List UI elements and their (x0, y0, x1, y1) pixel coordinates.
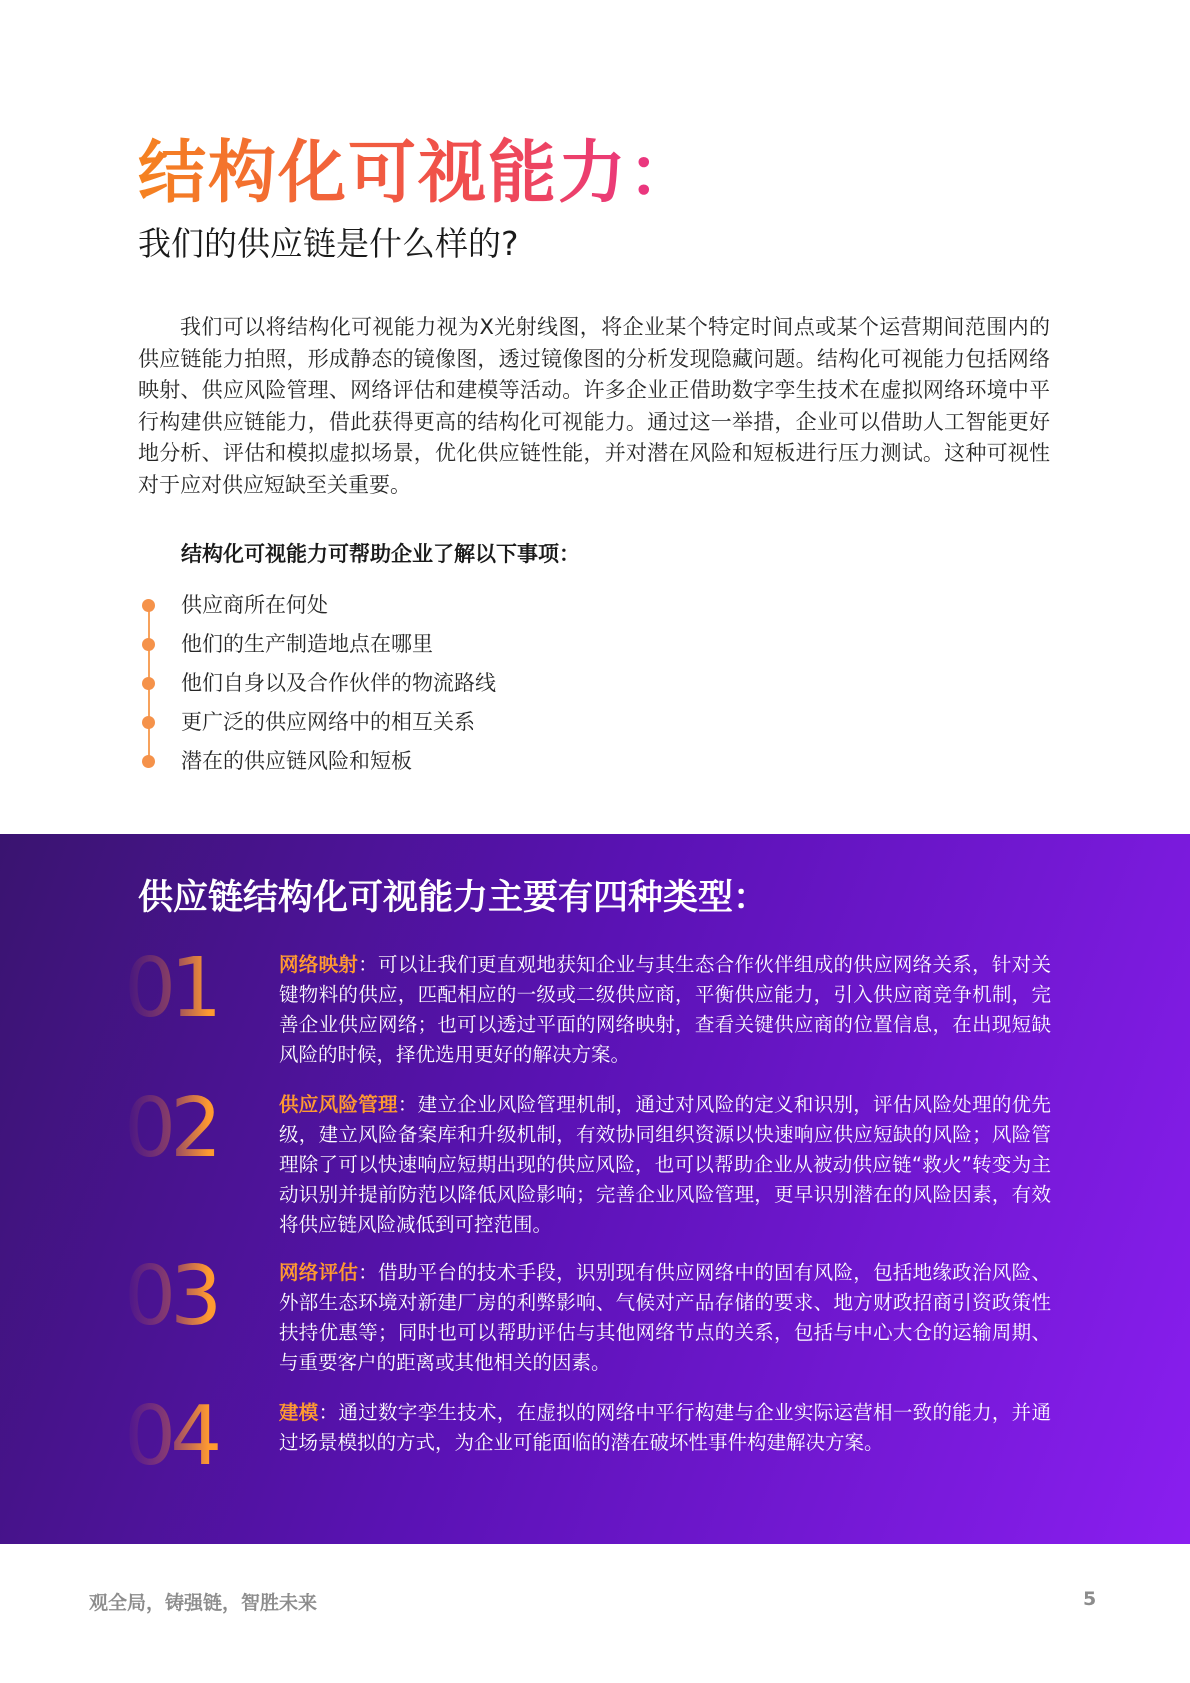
type-body: ：借助平台的技术手段，识别现有供应网络中的固有风险，包括地缘政治风险、外部生态环境对新建厂房的利弊影响、气候对产品存储的要求、地方财政招商引资政策性扶持优惠等；同时也可以帮助评估与其他网络节点的关系，包括与中心大仓的运输周期、与重要客户的距离或其他相关的因素。 (279, 1261, 1051, 1374)
type-keyword: 网络映射 (279, 953, 359, 976)
type-number: 03 (124, 1252, 254, 1342)
list-item (138, 590, 738, 629)
list-item-label: 潜在的供应链风险和短板 (181, 749, 412, 773)
bullet-dot-icon (142, 677, 155, 690)
list-item (138, 746, 738, 785)
bullet-dot-icon (142, 638, 155, 651)
type-description (279, 1258, 1051, 1378)
type-body: ：可以让我们更直观地获知企业与其生态合作伙伴组成的供应网络关系，针对关键物料的供应，匹配相应的一级或二级供应商，平衡供应能力，引入供应商竞争机制，完善企业供应网络；也可以透过平面的网络映射，查看关键供应商的位置信息，在出现短缺风险的时候，择优选用更好的解决方案。 (279, 953, 1051, 1066)
list-item-label: 他们的生产制造地点在哪里 (181, 632, 433, 656)
type-keyword: 建模 (279, 1401, 319, 1424)
type-number: 01 (124, 944, 254, 1034)
bullet-dot-icon (142, 599, 155, 612)
types-panel (0, 834, 1190, 1544)
page-number: 5 (1083, 1588, 1097, 1610)
footer-tagline: 观全局，铸强链，智胜未来 (89, 1592, 318, 1614)
type-number: 04 (124, 1392, 254, 1482)
type-number: 02 (124, 1084, 254, 1174)
list-item (138, 668, 738, 707)
list-item-label: 更广泛的供应网络中的相互关系 (181, 710, 475, 734)
type-body: ：通过数字孪生技术，在虚拟的网络中平行构建与企业实际运营相一致的能力，并通过场景模拟的方式，为企业可能面临的潜在破坏性事件构建解决方案。 (279, 1401, 1051, 1454)
type-description (279, 1090, 1051, 1240)
intro-paragraph: 我们可以将结构化可视能力视为X光射线图，将企业某个特定时间点或某个运营期间范围内的供应链能力拍照，形成静态的镜像图，透过镜像图的分析发现隐藏问题。结构化可视能力包括网络映射、供应风险管理、网络评估和建模等活动。许多企业正借助数字孪生技术在虚拟网络环境中平行构建供应链能力，借此获得更高的结构化可视能力。通过这一举措，企业可以借助人工智能更好地分析、评估和模拟虚拟场景，优化供应链性能，并对潜在风险和短板进行压力测试。这种可视性对于应对供应短缺至关重要。 (138, 315, 1050, 497)
list-item-label: 供应商所在何处 (181, 593, 328, 617)
list-item-label: 他们自身以及合作伙伴的物流路线 (181, 671, 496, 695)
type-keyword: 网络评估 (279, 1261, 359, 1284)
list-item (138, 707, 738, 746)
type-description (279, 1398, 1051, 1458)
bullet-dot-icon (142, 755, 155, 768)
type-body: ：建立企业风险管理机制，通过对风险的定义和识别，评估风险处理的优先级，建立风险备案库和升级机制，有效协同组织资源以快速响应供应短缺的风险；风险管理除了可以快速响应短期出现的供应风险，也可以帮助企业从被动供应链“救火”转变为主动识别并提前防范以降低风险影响；完善企业风险管理，更早识别潜在的风险因素，有效将供应链风险减低到可控范围。 (279, 1093, 1051, 1236)
page-title: 结构化可视能力： (138, 132, 698, 216)
types-title: 供应链结构化可视能力主要有四种类型： (138, 878, 769, 918)
list-item (138, 629, 738, 668)
type-description (279, 950, 1051, 1070)
page-subtitle: 我们的供应链是什么样的? (138, 224, 519, 263)
list-lead: 结构化可视能力可帮助企业了解以下事项： (181, 542, 580, 566)
understanding-list (138, 590, 738, 785)
type-keyword: 供应风险管理 (279, 1093, 398, 1116)
bullet-dot-icon (142, 716, 155, 729)
